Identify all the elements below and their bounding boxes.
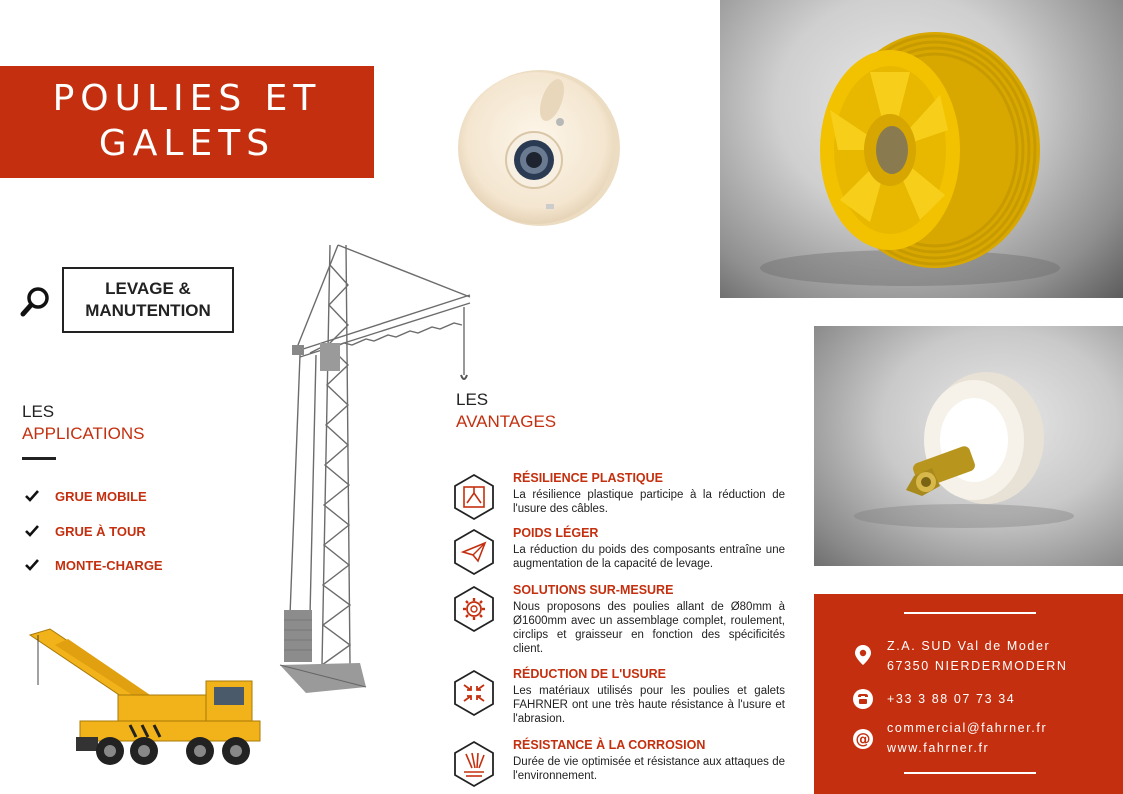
gear-icon [452,585,496,633]
phone-icon [852,688,874,710]
location-pin-icon [852,644,874,666]
advantage-item [450,583,790,667]
page-title-line2: GALETS [98,123,276,164]
svg-text:@: @ [855,730,871,748]
applications-heading [22,401,145,445]
levage-line2: MANUTENTION [85,301,211,320]
contact-block [814,594,1123,794]
application-label: GRUE À TOUR [55,523,146,539]
advantage-title: SOLUTIONS SUR-MESURE [513,583,674,597]
advantage-title: RÉSISTANCE À LA CORROSION [513,738,706,752]
advantages-heading-dark: LES [456,390,489,409]
check-icon [24,488,40,504]
white-pulley-image [452,64,622,230]
levage-manutention-box [62,267,234,333]
wear-reduction-icon [452,669,496,717]
advantage-item [450,526,790,582]
application-label: GRUE MOBILE [55,488,147,504]
white-roller-photo [814,326,1123,566]
advantage-item [450,471,790,527]
advantage-text: La résilience plastique participe à la réduction de l'usure des câbles. [513,489,785,515]
advantages-heading-red: AVANTAGES [456,412,557,431]
applications-heading-red: APPLICATIONS [22,424,145,443]
search-icon [20,286,50,318]
contact-website[interactable]: www.fahrner.fr [887,741,990,755]
contact-address-line2: 67350 NIERDERMODERN [887,659,1068,673]
plastic-resilience-icon [452,473,496,521]
page-title-line1: POULIES ET [52,78,322,119]
mobile-crane-image [10,625,275,770]
application-item [24,521,146,541]
advantages-heading [456,389,556,433]
yellow-pulley-image [720,0,1123,298]
check-icon [24,557,40,573]
tower-crane-image [270,235,480,695]
applications-divider [22,457,56,460]
at-sign-icon [852,728,874,750]
contact-phone[interactable]: +33 3 88 07 73 34 [887,692,1016,706]
application-item [24,486,147,506]
contact-email[interactable]: commercial@fahrner.fr [887,721,1048,735]
check-icon [24,523,40,539]
advantage-title: RÉSILIENCE PLASTIQUE [513,471,664,485]
advantage-text: Nous proposons des poulies allant de Ø80mm à Ø1600mm avec un assemblage complet, roulement, circlips et graisseur en fonction des spécificités client. [513,601,785,655]
white-roller-image [814,326,1123,566]
yellow-pulley-photo [720,0,1123,298]
advantage-text: Durée de vie optimisée et résistance aux attaques de l'environnement. [513,756,785,782]
levage-line1: LEVAGE & [105,279,191,298]
advantage-item [450,667,790,737]
contact-address-line1: Z.A. SUD Val de Moder [887,639,1051,653]
title-block [0,66,374,178]
advantage-title: RÉDUCTION DE L'USURE [513,667,666,681]
contact-divider-top [904,612,1036,614]
application-item [24,555,163,575]
contact-divider-bottom [904,772,1036,774]
advantage-title: POIDS LÉGER [513,526,599,540]
applications-heading-dark: LES [22,402,55,421]
paper-plane-icon [452,528,496,576]
advantage-text: Les matériaux utilisés pour les poulies et galets FAHRNER ont une très haute résistance à l'usure et l'abrasion. [513,685,785,725]
advantage-item [450,738,790,794]
advantage-text: La réduction du poids des composants entraîne une augmentation de la capacité de levage. [513,544,785,570]
application-label: MONTE-CHARGE [55,557,163,573]
corrosion-icon [452,740,496,788]
